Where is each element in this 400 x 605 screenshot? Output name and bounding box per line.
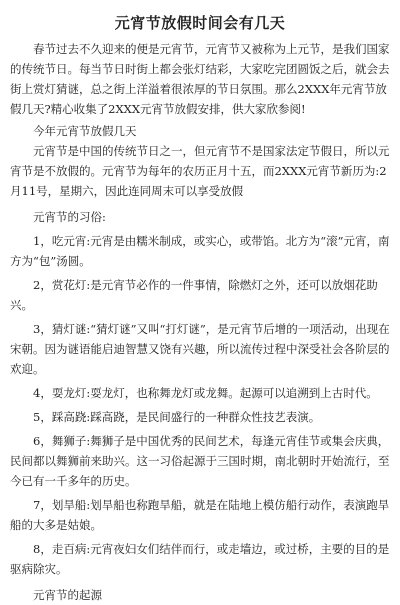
spacer	[10, 579, 390, 583]
custom-item: 4，耍龙灯:耍龙灯，也称舞龙灯或龙舞。起源可以追溯到上古时代。	[33, 386, 378, 400]
section-heading-holiday: 今年元宵节放假几天	[33, 124, 137, 138]
page-title: 元宵节放假时间会有几天	[114, 14, 286, 32]
custom-item: 7，划旱船:划旱船也称跑旱船，就是在陆地上模仿船行动作，表演跑旱船的大多是姑娘。	[10, 498, 390, 532]
custom-item: 8，走百病:元宵夜妇女们结伴而行，或走墙边，或过桥，主要的目的是驱病除灾。	[10, 542, 390, 576]
custom-item: 6，舞狮子:舞狮子是中国优秀的民间艺术，每逢元宵佳节或集会庆典，民间都以舞狮前来助兴。这一习俗起源于三国时期，南北朝时开始流行，至今已有一千多年的历史。	[10, 434, 390, 488]
holiday-paragraph: 元宵节是中国的传统节日之一，但元宵节不是国家法定节假日，所以元宵节是不放假的。元宵节为每年的农历正月十五，而2XXX元宵节新历为:2月11号，星期六，因此连同周末可以享受放假	[10, 144, 390, 198]
custom-item: 5，踩高跷:踩高跷，是民间盛行的一种群众性技艺表演。	[33, 410, 321, 424]
spacer	[10, 201, 390, 205]
intro-paragraph: 春节过去不久迎来的便是元宵节，元宵节又被称为上元节，是我们国家的传统节日。每当节日时街上都会张灯结彩，大家吃完团圆饭之后，就会去街上赏灯猜谜，总之街上洋溢着很浓厚的节日氛围。那么2XXX年元宵节放假几天?精心收集了2XXX元宵节放假安排，供大家欣参阅!	[10, 42, 390, 116]
section-heading-origin: 元宵节的起源	[33, 588, 102, 602]
custom-item: 2，赏花灯:是元宵节必作的一件事情，除燃灯之外，还可以放烟花助兴。	[10, 278, 378, 312]
custom-item: 3，猜灯谜:“猜灯谜”又叫“打灯谜”，是元宵节后增的一项活动，出现在宋朝。因为谜语能启迪智慧又饶有兴趣，所以流传过程中深受社会各阶层的欢迎。	[10, 322, 390, 376]
section-heading-customs: 元宵节的习俗:	[33, 210, 106, 224]
custom-item: 1，吃元宵:元宵是由糯米制成，或实心，或带馅。北方为“滚”元宵，南方为“包”汤圆。	[10, 234, 390, 268]
